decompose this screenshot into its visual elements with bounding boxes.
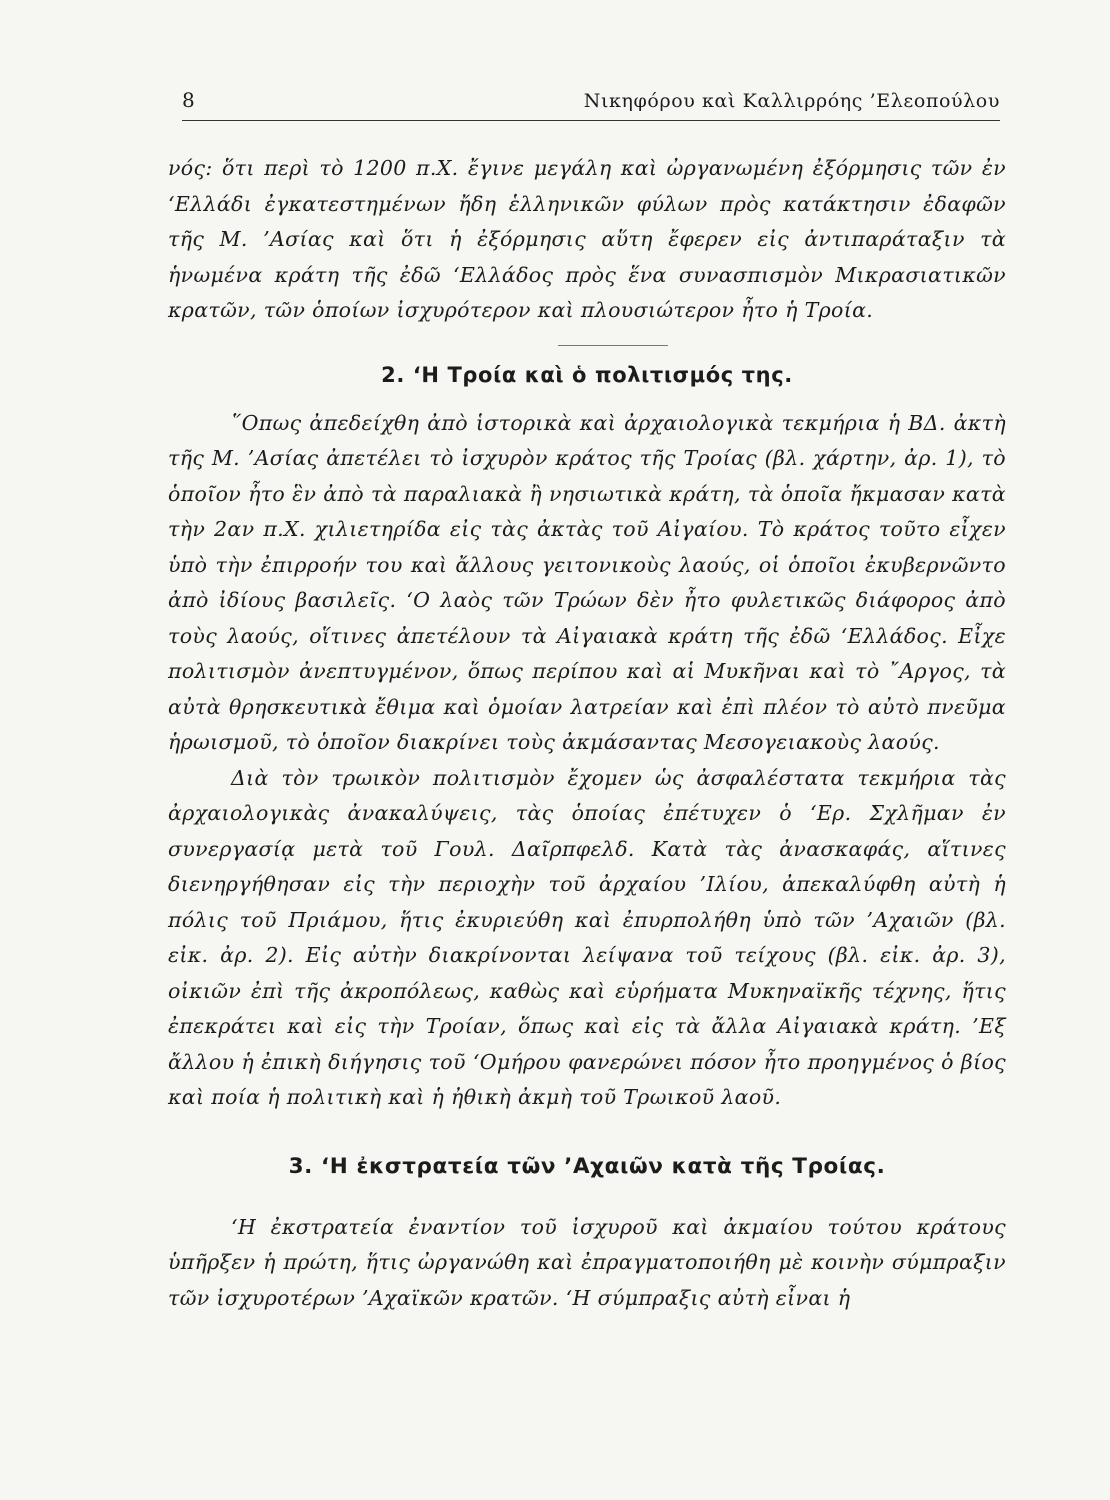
section-separator: [558, 345, 668, 346]
paragraph-troy-civilization: Διὰ τὸν τρωικὸν πολιτισμὸν ἔχομεν ὡς ἀσφαλέστατα τεκμήρια τὰς ἀρχαιολογικὰς ἀνακαλύψεις, τὰς ὁποίας ἐπέτυχεν ὁ ‘Ερ. Σχλῆμαν ἐν συνεργασίᾳ μετὰ τοῦ Γουλ. Δαῖρπφελδ. Κατὰ τὰς ἀνασκαφάς, αἵτινες διενηργήθησαν εἰς τὴν περιοχὴν τοῦ ἀρχαίου ’Ιλίου, ἀπεκαλύφθη αὐτὴ ἡ πόλις τοῦ Πριάμου, ἥτις ἐκυριεύθη καὶ ἐπυρπολήθη ὑπὸ τῶν ’Αχαιῶν (βλ. εἰκ. ἀρ. 2). Εἰς αὐτὴν διακρίνονται λείψανα τοῦ τείχους (βλ. εἰκ. ἀρ. 3), οἰκιῶν ἐπὶ τῆς ἀκροπόλεως, καθὼς καὶ εὑρήματα Μυκηναϊκῆς τέχνης, ἥτις ἐπεκράτει καὶ εἰς τὴν Τροίαν, ὅπως καὶ εἰς τὰ ἄλλα Αἰγαιακὰ κράτη. ’Εξ ἄλλου ἡ ἐπικὴ διήγησις τοῦ ‘Ομήρου φανερώνει πόσον ἦτο προηγμένος ὁ βίος καὶ ποία ἡ πολιτικὴ καὶ ἡ ἠθικὴ ἀκμὴ τοῦ Τρωικοῦ λαοῦ.: [168, 765, 1006, 1109]
body-text: [168, 151, 1006, 1316]
paragraph-continuation: νός: ὅτι περὶ τὸ 1200 π.Χ. ἔγινε μεγάλη καὶ ὠργανωμένη ἐξόρμησις τῶν ἐν ‘Ελλάδι ἐγκατεστημένων ἤδη ἑλληνικῶν φύλων πρὸς κατάκτησιν ἐδαφῶν τῆς Μ. ’Ασίας καὶ ὅτι ἡ ἐξόρμησις αὕτη ἔφερεν εἰς ἀντιπαράταξιν τὰ ἡνωμένα κράτη τῆς ἐδῶ ‘Ελλάδος πρὸς ἕνα συνασπισμὸν Μικρασιατικῶν κρατῶν, τῶν ὁποίων ἰσχυρότερον καὶ πλουσιώτερον ἦτο ἡ Τροία.: [168, 156, 1006, 322]
section-heading-2: 2. ‘Η Τροία καὶ ὁ πολιτισμός της.: [381, 362, 793, 387]
page-number: 8: [182, 88, 196, 112]
section-heading-3: 3. ‘Η ἐκστρατεία τῶν ’Αχαιῶν κατὰ τῆς Τροίας.: [288, 1153, 886, 1179]
page-header: [182, 88, 1000, 121]
running-title: Νικηφόρου καὶ Καλλιρρόης ’Ελεοπούλου: [583, 90, 1000, 112]
paragraph-troy-state: ῞Οπως ἀπεδείχθη ἀπὸ ἱστορικὰ καὶ ἀρχαιολογικὰ τεκμήρια ἡ ΒΔ. ἀκτὴ τῆς Μ. ’Ασίας ἀπετέλει τὸ ἰσχυρὸν κράτος τῆς Τροίας (βλ. χάρτην, ἀρ. 1), τὸ ὁποῖον ἦτο ἓν ἀπὸ τὰ παραλιακὰ ἢ νησιωτικὰ κράτη, τὰ ὁποῖα ἤκμασαν κατὰ τὴν 2αν π.Χ. χιλιετηρίδα εἰς τὰς ἀκτὰς τοῦ Αἰγαίου. Τὸ κράτος τοῦτο εἶχεν ὑπὸ τὴν ἐπιρροήν του καὶ ἄλλους γειτονικοὺς λαούς, οἱ ὁποῖοι ἐκυβερνῶντο ἀπὸ ἰδίους βασιλεῖς. ‘Ο λαὸς τῶν Τρώων δὲν ἦτο φυλετικῶς διάφορος ἀπὸ τοὺς λαούς, οἵτινες ἀπετέλουν τὰ Αἰγαιακὰ κράτη τῆς ἐδῶ ‘Ελλάδος. Εἶχε πολιτισμὸν ἀνεπτυγμένον, ὅπως περίπου καὶ αἱ Μυκῆναι καὶ τὸ ῎Αργος, τὰ αὐτὰ θρησκευτικὰ ἔθιμα καὶ ὁμοίαν λατρείαν καὶ ἐπὶ πλέον τὸ αὐτὸ πνεῦμα ἡρωισμοῦ, τὸ ὁποῖον διακρίνει τοὺς ἀκμάσαντας Μεσογειακοὺς λαούς.: [168, 410, 1006, 754]
paragraph-expedition: ‘Η ἐκστρατεία ἐναντίον τοῦ ἰσχυροῦ καὶ ἀκμαίου τούτου κράτους ὑπῆρξεν ἡ πρώτη, ἥτις ὠργανώθη καὶ ἐπραγματοποιήθη μὲ κοινὴν σύμπραξιν τῶν ἰσχυροτέρων ’Αχαϊκῶν κρατῶν. ‘Η σύμπραξις αὐτὴ εἶναι ἡ: [168, 1214, 1006, 1310]
